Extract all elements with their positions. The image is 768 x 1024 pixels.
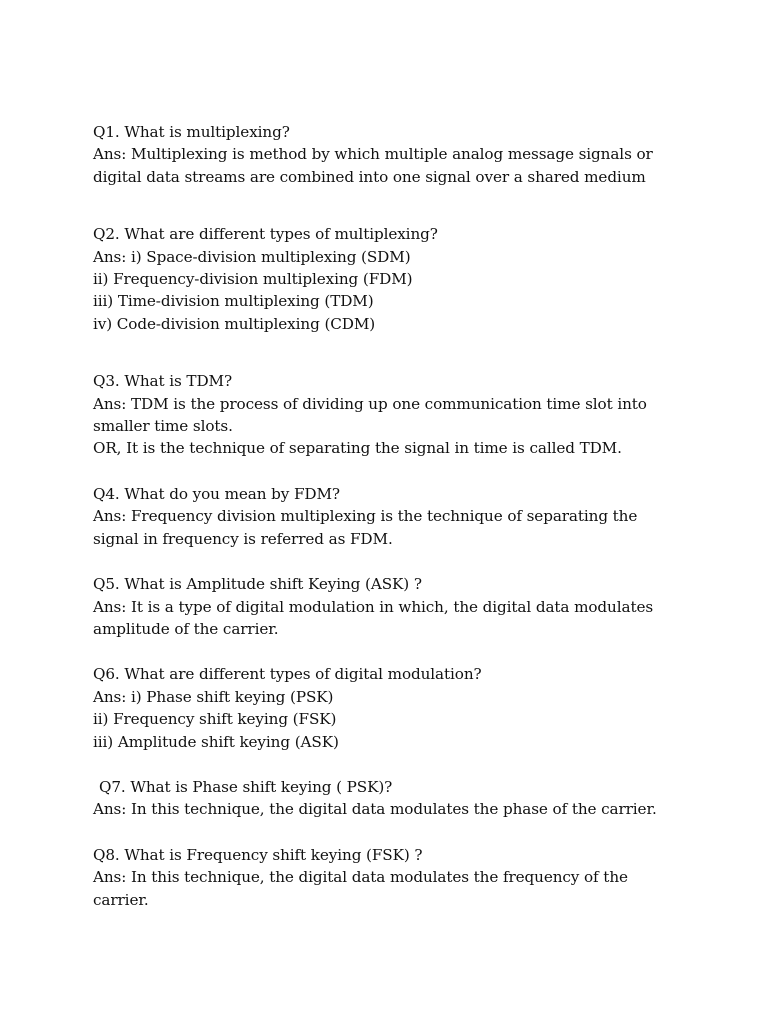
answer-2-line-2: ii) Frequency-division multiplexing (FDM) xyxy=(93,270,413,289)
answer-4-line-2: signal in frequency is referred as FDM. xyxy=(93,529,393,548)
question-5: Q5. What is Amplitude shift Keying (ASK) ? xyxy=(93,575,422,594)
qa-item-1 xyxy=(93,121,753,188)
answer-6-line-1: Ans: i) Phase shift keying (PSK) xyxy=(93,687,334,706)
question-3: Q3. What is TDM? xyxy=(93,372,233,391)
answer-2-line-4: iv) Code-division multiplexing (CDM) xyxy=(93,314,376,333)
qa-item-3 xyxy=(93,370,753,460)
question-4: Q4. What do you mean by FDM? xyxy=(93,484,340,503)
answer-3-line-1: Ans: TDM is the process of dividing up one communication time slot into xyxy=(93,394,647,413)
document-page xyxy=(93,121,753,911)
answer-2-line-3: iii) Time-division multiplexing (TDM) xyxy=(93,292,374,311)
qa-item-4 xyxy=(93,483,753,550)
question-7: Q7. What is Phase shift keying ( PSK)? xyxy=(99,777,393,796)
answer-4-line-1: Ans: Frequency division multiplexing is the technique of separating the xyxy=(93,507,638,526)
answer-5-line-2: amplitude of the carrier. xyxy=(93,619,279,638)
answer-8-line-2: carrier. xyxy=(93,890,149,909)
qa-item-7 xyxy=(93,776,753,821)
qa-item-6 xyxy=(93,663,753,753)
answer-7-line-1: Ans: In this technique, the digital data modulates the phase of the carrier. xyxy=(93,800,657,819)
answer-1-line-1: Ans: Multiplexing is method by which multiple analog message signals or xyxy=(93,145,653,164)
question-6: Q6. What are different types of digital modulation? xyxy=(93,665,482,684)
answer-6-line-3: iii) Amplitude shift keying (ASK) xyxy=(93,732,339,751)
qa-item-5 xyxy=(93,573,753,640)
answer-3-line-3: OR, It is the technique of separating the signal in time is called TDM. xyxy=(93,439,622,458)
qa-item-8 xyxy=(93,844,753,911)
answer-8-line-1: Ans: In this technique, the digital data modulates the frequency of the xyxy=(93,868,628,887)
qa-item-2 xyxy=(93,223,753,335)
answer-6-line-2: ii) Frequency shift keying (FSK) xyxy=(93,710,337,729)
answer-1-line-2: digital data streams are combined into one signal over a shared medium xyxy=(93,167,646,186)
answer-2-line-1: Ans: i) Space-division multiplexing (SDM) xyxy=(93,247,411,266)
answer-3-line-2: smaller time slots. xyxy=(93,417,233,436)
question-8: Q8. What is Frequency shift keying (FSK) ? xyxy=(93,845,423,864)
answer-5-line-1: Ans: It is a type of digital modulation in which, the digital data modulates xyxy=(93,597,654,616)
question-1: Q1. What is multiplexing? xyxy=(93,123,290,141)
question-2: Q2. What are different types of multiplexing? xyxy=(93,225,438,244)
